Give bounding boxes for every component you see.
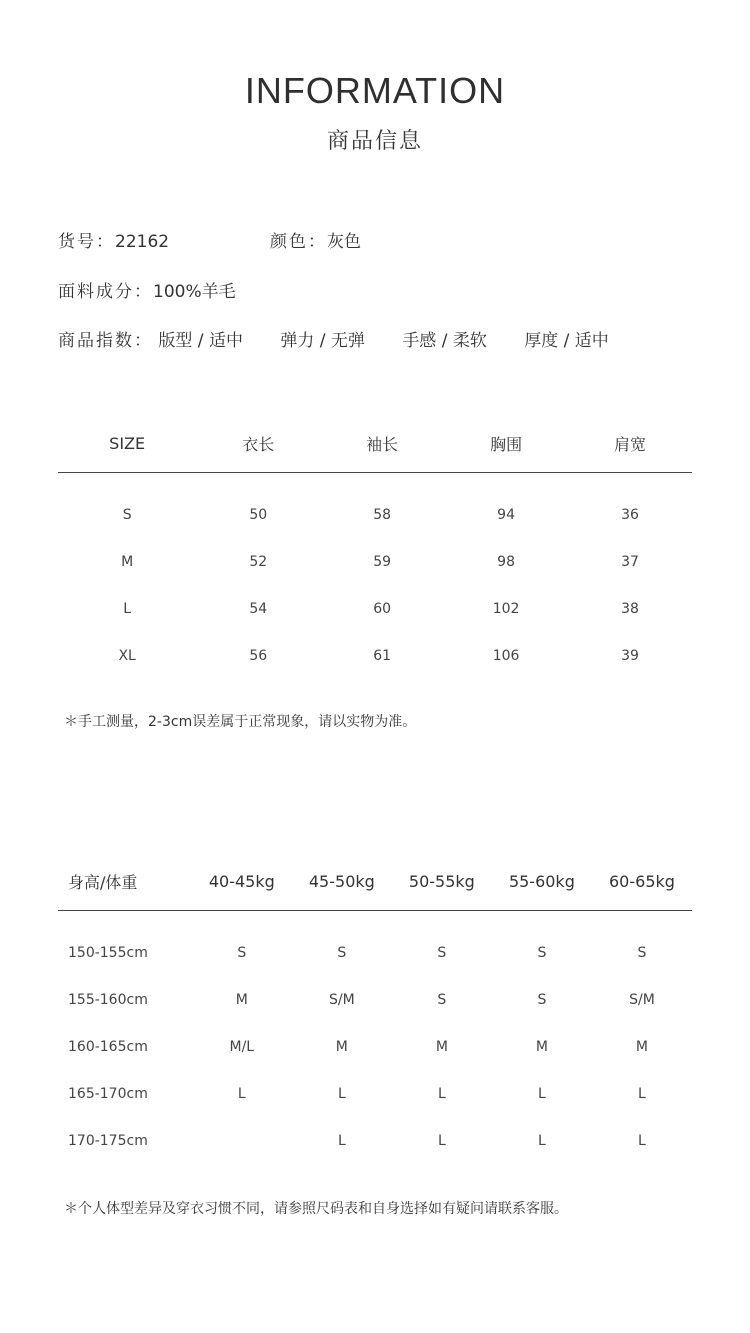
cell-shoulder: 38 — [621, 600, 639, 617]
index-item-thickness: 厚度 / 适中 — [524, 331, 609, 351]
item-number-label: 货号： — [58, 232, 115, 252]
cell-shoulder: 36 — [621, 506, 639, 523]
table-row — [58, 632, 692, 679]
cell-length: 54 — [249, 600, 268, 617]
table-row — [58, 929, 692, 976]
header-chest: 胸围 — [444, 414, 568, 473]
cell-size: S — [237, 944, 247, 961]
header-weight-range: 55-60kg — [492, 852, 592, 911]
cell-size: S — [437, 944, 447, 961]
cell-size: M — [635, 1038, 648, 1055]
table-row — [58, 1070, 692, 1117]
product-index — [58, 326, 641, 351]
cell-size: L — [237, 1085, 246, 1102]
header-length: 衣长 — [196, 414, 320, 473]
color — [270, 227, 361, 252]
header-weight-range: 60-65kg — [592, 852, 692, 911]
product-index-label: 商品指数： — [58, 331, 153, 351]
cell-size: L — [538, 1085, 546, 1102]
header-shoulder: 肩宽 — [568, 414, 692, 473]
fabric-value: 100%羊毛 — [153, 282, 236, 302]
header-weight-range: 50-55kg — [392, 852, 492, 911]
color-label: 颜色： — [270, 232, 327, 252]
cell-size: L — [337, 1132, 346, 1149]
cell-size: S — [637, 944, 647, 961]
cell-height: 165-170cm — [68, 1085, 148, 1102]
fit-table — [58, 852, 692, 1164]
header-size: SIZE — [58, 414, 196, 473]
cell-length: 56 — [249, 647, 268, 664]
item-number-value: 22162 — [115, 232, 170, 252]
cell-size: M — [535, 1038, 548, 1055]
cell-size: L — [538, 1132, 546, 1149]
title-en: INFORMATION — [244, 70, 506, 111]
cell-size: S — [437, 991, 447, 1008]
table-row — [58, 976, 692, 1023]
cell-sleeve: 59 — [373, 553, 392, 570]
fit-note: ＊个人体型差异及穿衣习惯不同，请参照尺码表和自身选择如有疑问请联系客服。 — [64, 1201, 568, 1217]
cell-size: L — [337, 1085, 346, 1102]
cell-size: M/L — [229, 1038, 255, 1055]
fabric — [58, 277, 236, 302]
header-sleeve: 袖长 — [320, 414, 444, 473]
cell-size: S — [122, 506, 132, 523]
cell-length: 52 — [249, 553, 268, 570]
cell-chest: 98 — [497, 553, 515, 570]
table-row — [58, 491, 692, 538]
fit-table-header — [58, 852, 692, 911]
cell-size: M — [335, 1038, 348, 1055]
header-height-weight: 身高/体重 — [58, 852, 192, 911]
cell-size — [192, 1117, 292, 1164]
cell-size: L — [437, 1085, 446, 1102]
cell-chest: 106 — [492, 647, 520, 664]
cell-shoulder: 37 — [621, 553, 639, 570]
cell-size: L — [123, 600, 132, 617]
cell-shoulder: 39 — [621, 647, 639, 664]
cell-size: S — [337, 944, 347, 961]
header-weight-range: 45-50kg — [292, 852, 392, 911]
cell-sleeve: 61 — [373, 647, 392, 664]
cell-size: L — [437, 1132, 446, 1149]
cell-size: XL — [118, 647, 136, 664]
cell-size: M — [121, 553, 134, 570]
cell-height: 160-165cm — [68, 1038, 148, 1055]
fabric-label: 面料成分： — [58, 282, 153, 302]
cell-sleeve: 58 — [373, 506, 392, 523]
header-weight-range: 40-45kg — [192, 852, 292, 911]
color-value: 灰色 — [327, 232, 361, 252]
cell-size: S — [537, 991, 547, 1008]
cell-size: M — [235, 991, 248, 1008]
cell-size: M — [435, 1038, 448, 1055]
index-item-elasticity: 弹力 / 无弹 — [280, 331, 365, 351]
cell-chest: 102 — [492, 600, 520, 617]
size-table — [58, 414, 692, 679]
cell-sleeve: 60 — [373, 600, 392, 617]
cell-height: 155-160cm — [68, 991, 148, 1008]
table-row — [58, 1117, 692, 1164]
item-number — [58, 227, 169, 252]
cell-size: S/M — [629, 991, 655, 1008]
cell-size: S — [537, 944, 547, 961]
cell-size: L — [638, 1132, 646, 1149]
cell-height: 170-175cm — [68, 1132, 148, 1149]
cell-height: 150-155cm — [68, 944, 148, 961]
cell-size: L — [638, 1085, 646, 1102]
table-row — [58, 1023, 692, 1070]
index-item-fit: 版型 / 适中 — [158, 331, 243, 351]
title-cn: 商品信息 — [326, 129, 423, 154]
table-row — [58, 585, 692, 632]
size-note: ＊手工测量，2-3cm误差属于正常现象，请以实物为准。 — [64, 714, 417, 730]
index-item-feel: 手感 / 柔软 — [402, 331, 487, 351]
size-table-header — [58, 414, 692, 473]
cell-size: S/M — [329, 991, 355, 1008]
cell-chest: 94 — [497, 506, 515, 523]
table-row — [58, 538, 692, 585]
cell-length: 50 — [249, 506, 268, 523]
